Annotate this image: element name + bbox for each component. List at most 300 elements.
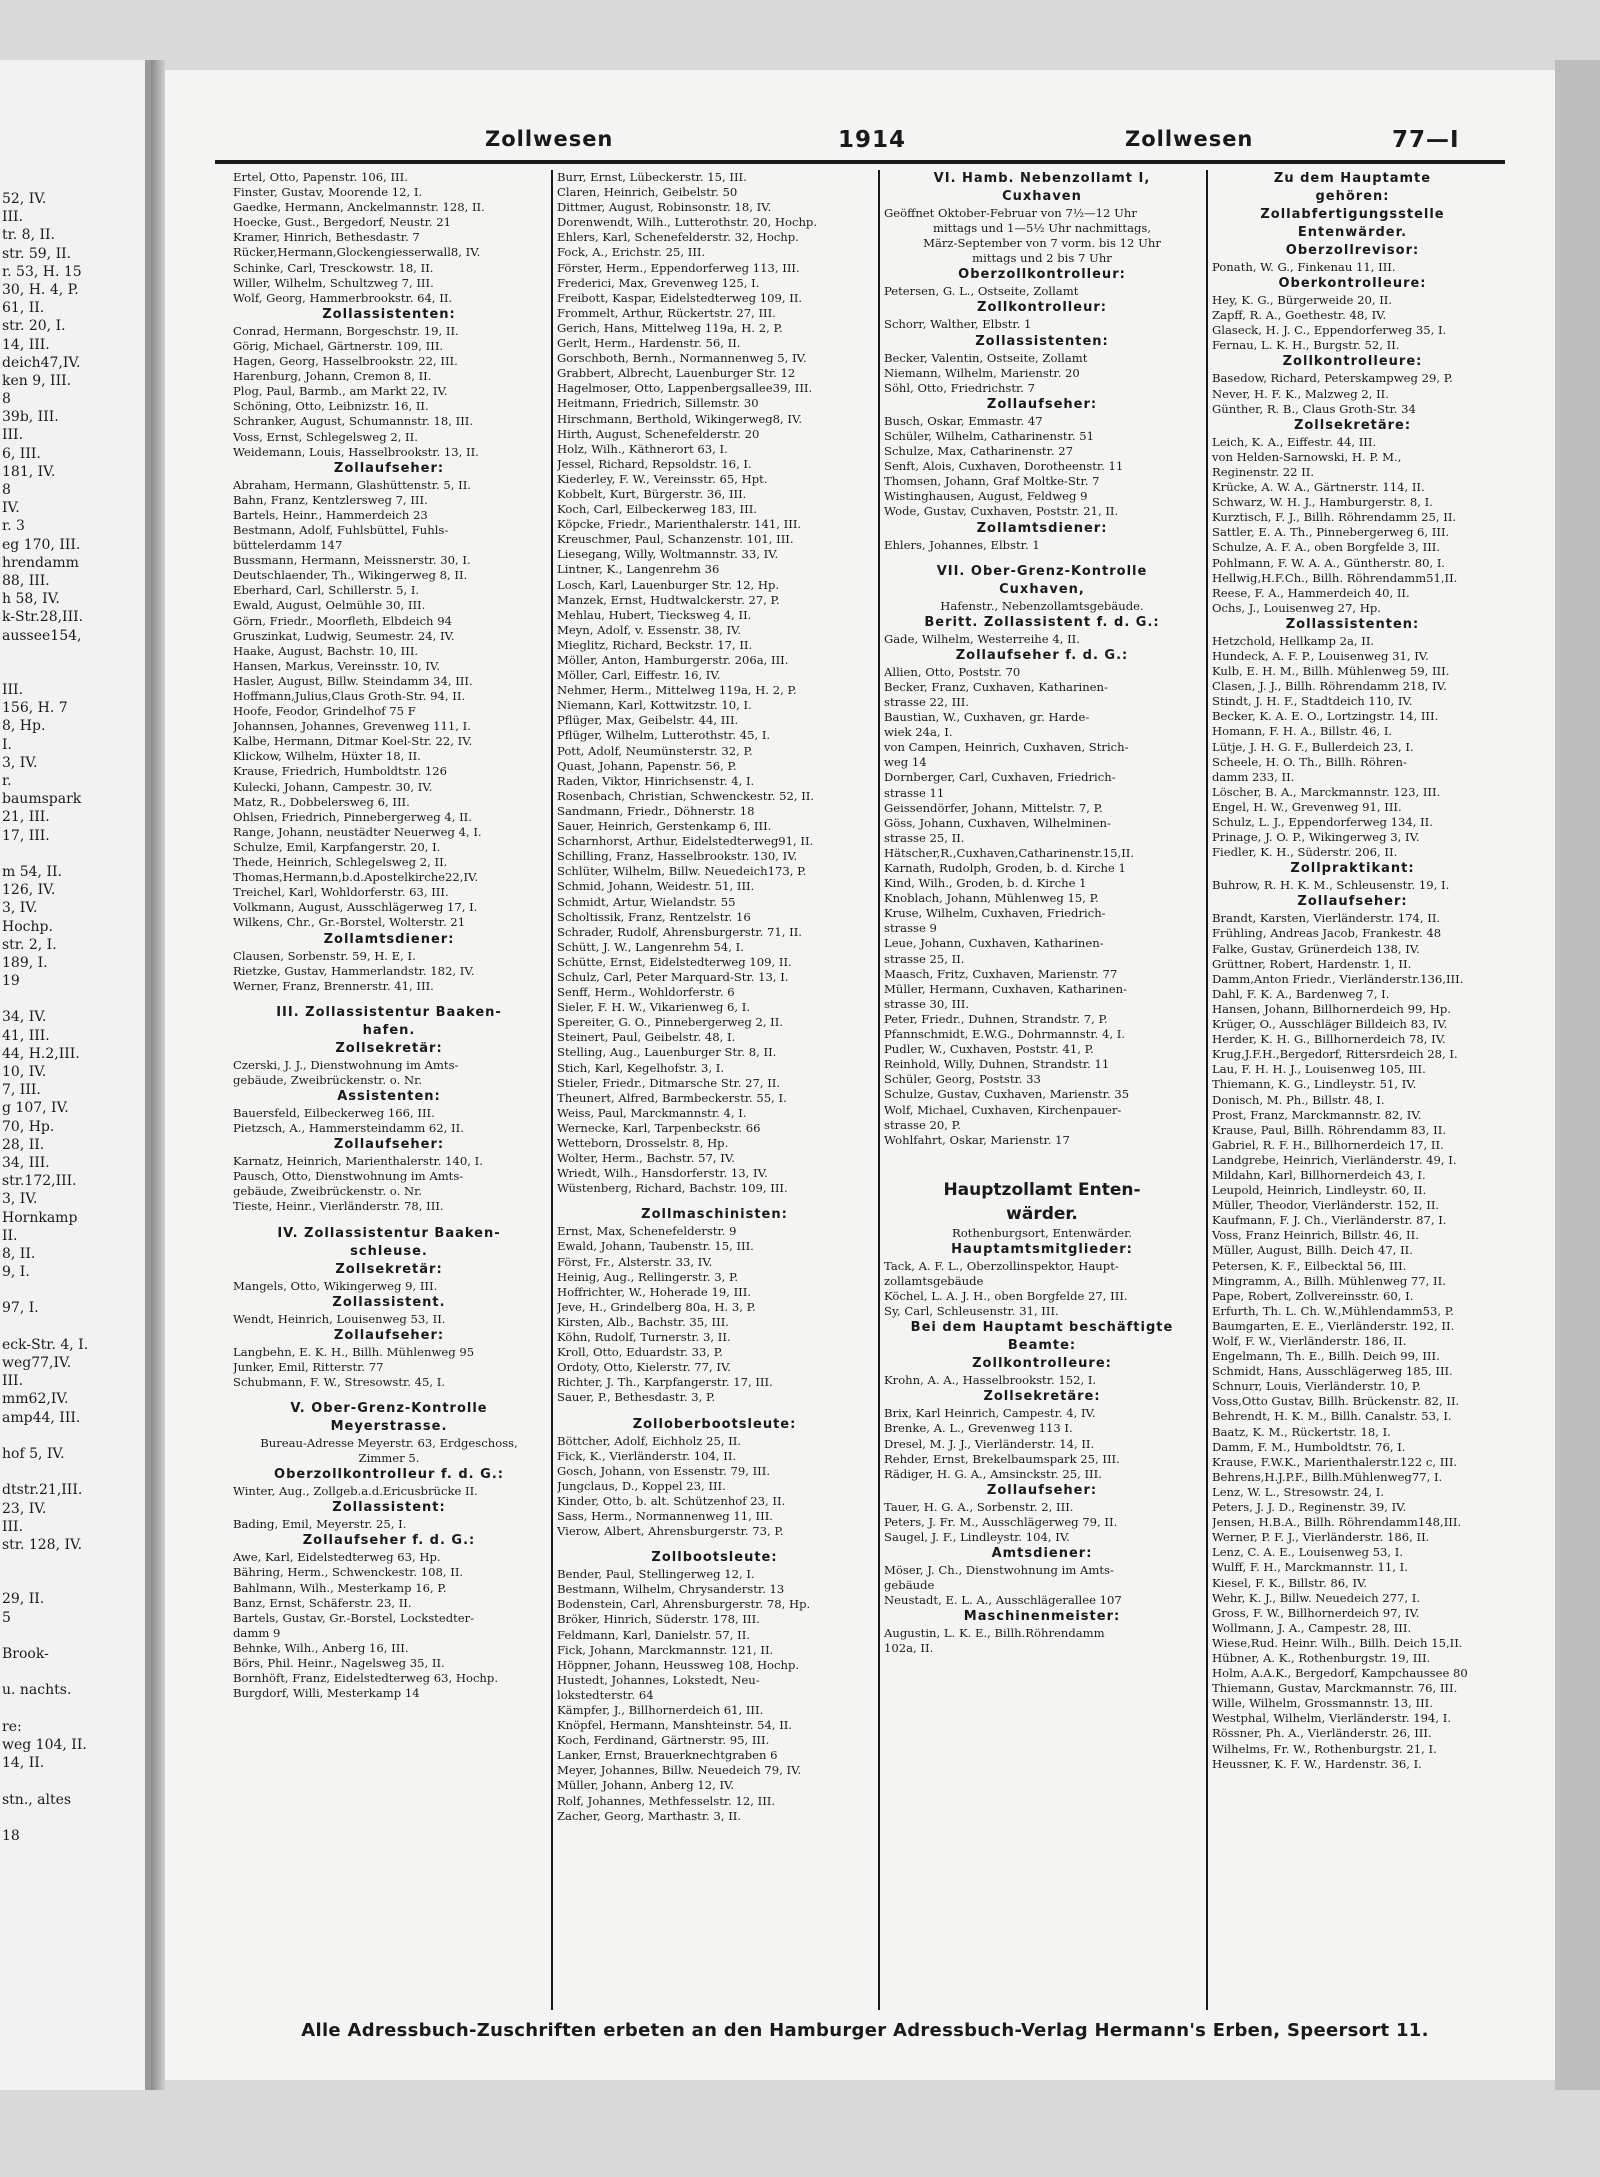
directory-entry: Sass, Herm., Normannenweg 11, III. [557, 1508, 773, 1523]
fragment-line: III. [2, 427, 24, 444]
directory-entry: Dahl, F. K. A., Bardenweg 7, I. [1212, 986, 1390, 1001]
directory-entry: Werner, P. F. J., Vierländerstr. 186, II. [1212, 1530, 1430, 1545]
directory-entry: Stieler, Friedr., Ditmarsche Str. 27, II. [557, 1075, 781, 1090]
directory-entry: strasse 22, III. [884, 694, 970, 709]
page-number: 77—I [1392, 127, 1460, 153]
directory-entry: Kalbe, Hermann, Ditmar Koel-Str. 22, IV. [233, 734, 473, 749]
directory-entry: Tauer, H. G. A., Sorbenstr. 2, III. [884, 1499, 1074, 1514]
spacer [557, 1196, 872, 1206]
directory-entry: Bahlmann, Wilh., Mesterkamp 16, P. [233, 1580, 447, 1595]
directory-entry: Grüttner, Robert, Hardenstr. 1, II. [1212, 956, 1412, 971]
fragment-line: 21, III. [2, 809, 50, 826]
fragment-line: 7, III. [2, 1082, 41, 1099]
fragment-line: 10, IV. [2, 1064, 47, 1080]
directory-entry: Lenz, C. A. E., Louisenweg 53, I. [1212, 1545, 1404, 1560]
directory-entry: Karnatz, Heinrich, Marienthalerstr. 140, I. [233, 1154, 483, 1169]
fragment-line [2, 1318, 145, 1336]
header-right-title: Zollwesen [1125, 127, 1254, 151]
fragment-line: re: [2, 1718, 22, 1735]
section-heading: Zollpraktikant: [1290, 861, 1415, 877]
directory-entry: Bartels, Heinr., Hammerdeich 23 [233, 507, 428, 522]
directory-entry: von Helden-Sarnowski, H. P. M., [1212, 449, 1402, 464]
directory-entry: Behrens,H.J.P.F., Billh.Mühlenweg77, I. [1212, 1469, 1443, 1484]
directory-entry: Sauer, Heinrich, Gerstenkamp 6, III. [557, 819, 772, 834]
directory-entry: Bestmann, Wilhelm, Chrysanderstr. 13 [557, 1582, 785, 1597]
fragment-line: m 54, II. [2, 863, 62, 880]
directory-entry: Leupold, Heinrich, Lindleystr. 60, II. [1212, 1183, 1427, 1198]
fragment-line: 52, IV. [2, 191, 47, 207]
directory-entry: Brenke, A. L., Grevenweg 113 I. [884, 1421, 1073, 1436]
fragment-line: 14, III. [2, 336, 50, 353]
fragment-line: 3, IV. [2, 1191, 38, 1208]
section-heading: Zollamtsdiener: [323, 931, 455, 947]
section-heading: Zollsekretäre: [983, 1389, 1101, 1405]
section-heading: Zu dem Hauptamte [1273, 171, 1432, 186]
directory-entry: Mildahn, Karl, Billhornerdeich 43, I. [1212, 1167, 1426, 1182]
fragment-line: 8 [2, 391, 11, 408]
section-heading: Zollaufseher: [333, 1137, 445, 1153]
directory-entry: Treichel, Karl, Wohldorferstr. 63, III. [233, 885, 449, 900]
section-heading: Cuxhaven, [999, 581, 1085, 597]
fragment-line: 70, Hp. [2, 1118, 55, 1135]
fragment-line: k-Str.28,III. [2, 609, 84, 626]
section-heading: Zollkontrolleure: [1282, 354, 1423, 370]
directory-entry: Bartels, Gustav, Gr.-Borstel, Lockstedter- [233, 1610, 475, 1625]
directory-entry: Engelmann, Th. E., Billh. Deich 99, III. [1212, 1349, 1440, 1364]
directory-entry: Leich, K. A., Eiffestr. 44, III. [1212, 434, 1377, 449]
directory-entry: Sieler, F. H. W., Vikarienweg 6, I. [557, 1000, 751, 1015]
directory-entry: gebäude, Zweibrückenstr. o. Nr. [233, 1072, 423, 1087]
directory-entry: Allien, Otto, Poststr. 70 [884, 664, 1021, 679]
fragment-line: r. [2, 773, 12, 789]
directory-entry: Petersen, K. F., Eilbecktal 56, III. [1212, 1258, 1407, 1273]
section-heading: Amtsdiener: [991, 1546, 1093, 1562]
directory-entry: Hoffrichter, W., Hoherade 19, III. [557, 1284, 752, 1299]
directory-entry: Pfannschmidt, E.W.G., Dohrmannstr. 4, I. [884, 1027, 1126, 1042]
directory-entry: Schmidt, Hans, Ausschlägerweg 185, III. [1212, 1364, 1453, 1379]
section-heading: Zollaufseher f. d. G.: [955, 647, 1129, 663]
directory-entry: Senft, Alois, Cuxhaven, Dorotheenstr. 11 [884, 459, 1124, 474]
directory-entry: zollamtsgebäude [884, 1273, 984, 1288]
directory-entry: Göss, Johann, Cuxhaven, Wilhelminen- [884, 815, 1111, 830]
fragment-line: deich47,IV. [2, 354, 81, 371]
directory-entry: Kulecki, Johann, Campestr. 30, IV. [233, 779, 433, 794]
directory-entry: Bussmann, Hermann, Meissnerstr. 30, I. [233, 553, 471, 568]
directory-entry: Ernst, Max, Schenefelderstr. 9 [557, 1224, 737, 1239]
fragment-line: 19 [2, 973, 20, 990]
directory-entry: Köchel, L. A. J. H., oben Borgfelde 27, III. [884, 1289, 1128, 1304]
directory-entry: Möller, Anton, Hamburgerstr. 206a, III. [557, 653, 789, 667]
directory-entry: Schnurr, Louis, Vierländerstr. 10, P. [1212, 1379, 1421, 1394]
directory-entry: weg 14 [884, 755, 927, 770]
fragment-line: 156, H. 7 [2, 700, 68, 717]
directory-entry: Niemann, Karl, Kottwitzstr. 10, I. [557, 698, 752, 713]
fragment-line: 181, IV. [2, 463, 56, 480]
directory-entry: Prost, Franz, Marckmannstr. 82, IV. [1212, 1107, 1422, 1122]
directory-entry: Weiss, Paul, Marckmannstr. 4, I. [557, 1105, 747, 1120]
section-heading: Zollamtsdiener: [976, 520, 1108, 536]
directory-entry: Koch, Ferdinand, Gärtnerstr. 95, III. [557, 1733, 770, 1748]
directory-entry: Fick, Johann, Marckmannstr. 121, II. [557, 1642, 774, 1657]
directory-entry: Schulze, Emil, Karpfangerstr. 20, I. [233, 839, 441, 854]
fragment-line: dtstr.21,III. [2, 1482, 83, 1499]
directory-entry: Jeve, H., Grindelberg 80a, H. 3, P. [557, 1299, 756, 1314]
directory-entry: Kiesel, F. K., Billstr. 86, IV. [1212, 1575, 1368, 1590]
directory-entry: Vierow, Albert, Ahrensburgerstr. 73, P. [557, 1524, 784, 1539]
directory-entry: Baumgarten, E. E., Vierländerstr. 192, II. [1212, 1318, 1455, 1333]
section-heading: Zollaufseher: [1297, 894, 1408, 910]
directory-entry: Sattler, E. A. Th., Pinnebergerweg 6, III. [1212, 525, 1450, 540]
directory-entry: Schubmann, F. W., Stresowstr. 45, I. [233, 1374, 446, 1389]
directory-entry: Wendt, Heinrich, Louisenweg 53, II. [233, 1311, 446, 1326]
spacer [884, 553, 1200, 563]
directory-entry: Köpcke, Friedr., Marienthalerstr. 141, III. [557, 517, 802, 532]
directory-entry: Rehder, Ernst, Brekelbaumspark 25, III. [884, 1451, 1120, 1466]
directory-entry: Hustedt, Johannes, Lokstedt, Neu- [557, 1672, 760, 1687]
directory-entry: Löscher, B. A., Marckmannstr. 123, III. [1212, 784, 1441, 799]
directory-entry: Clasen, J. J., Billh. Röhrendamm 218, IV. [1212, 679, 1447, 694]
directory-entry: Krohn, A. A., Hasselbrookstr. 152, I. [884, 1373, 1097, 1388]
directory-entry: Hansen, Johann, Billhornerdeich 99, Hp. [1212, 1001, 1451, 1016]
directory-entry: Bading, Emil, Meyerstr. 25, I. [233, 1517, 407, 1532]
directory-entry: Müller, Theodor, Vierländerstr. 152, II. [1212, 1198, 1440, 1213]
fragment-line: 8, Hp. [2, 718, 46, 735]
directory-entry: Scheele, H. O. Th., Billh. Röhren- [1212, 754, 1407, 769]
directory-entry: Wolf, Michael, Cuxhaven, Kirchenpauer- [884, 1102, 1122, 1117]
fragment-line [2, 990, 145, 1008]
directory-entry: Hoffmann,Julius,Claus Groth-Str. 94, II. [233, 689, 466, 703]
fragment-line: 30, H. 4, P. [2, 281, 79, 298]
directory-entry: Gabriel, R. F. H., Billhornerdeich 17, II. [1212, 1137, 1444, 1152]
section-heading: III. Zollassistentur Baaken- [276, 1004, 502, 1020]
directory-entry: Saugel, J. F., Lindleystr. 104, IV. [884, 1530, 1070, 1544]
directory-entry: Nehmer, Herm., Mittelweg 119a, H. 2, P. [557, 683, 797, 698]
office-note: Hafenstr., Nebenzollamtsgebäude. [940, 598, 1144, 613]
directory-entry: Grabbert, Albrecht, Lauenburger Str. 12 [557, 366, 796, 381]
section-heading: Oberzollkontrolleur: [958, 267, 1126, 283]
directory-entry: Raden, Viktor, Hinrichsenstr. 4, I. [557, 773, 755, 788]
fragment-line: tr. 8, II. [2, 227, 55, 244]
fragment-line: str.172,III. [2, 1173, 77, 1190]
office-note: März-September von 7 vorm. bis 12 Uhr [923, 236, 1161, 251]
fragment-line: weg77,IV. [2, 1355, 72, 1371]
directory-entry: Kruse, Wilhelm, Cuxhaven, Friedrich- [884, 906, 1106, 921]
directory-entry: Voss, Franz Heinrich, Billstr. 46, II. [1212, 1228, 1419, 1243]
directory-entry: Volkmann, August, Ausschlägerweg 17, I. [233, 900, 478, 915]
directory-entry: 102a, II. [884, 1641, 934, 1656]
fragment-line: stn., altes [2, 1791, 72, 1808]
section-heading: Oberkontrolleure: [1278, 276, 1427, 292]
fragment-line: u. nachts. [2, 1682, 72, 1699]
directory-entry: Petersen, G. L., Ostseite, Zollamt [884, 284, 1079, 299]
section-heading: Zollaufseher: [986, 396, 1098, 412]
directory-entry: Lenz, W. L., Stresowstr. 24, I. [1212, 1484, 1385, 1499]
directory-entry: Geöffnet Oktober-Februar von 7½—12 Uhr [884, 206, 1137, 220]
directory-entry: Hasler, August, Billw. Steindamm 34, III. [233, 673, 473, 688]
directory-entry: Thiemann, Gustav, Marckmannstr. 76, III. [1212, 1681, 1458, 1696]
directory-entry: Winter, Aug., Zollgeb.a.d.Ericusbrücke II. [233, 1484, 478, 1499]
directory-entry: Schulz, L. J., Eppendorferweg 134, II. [1212, 815, 1433, 829]
directory-entry: strasse 9 [884, 921, 937, 936]
directory-entry: Wiese,Rud. Heinr. Wilh., Billh. Deich 15,II. [1212, 1635, 1463, 1650]
directory-entry: Möser, J. Ch., Dienstwohnung im Amts- [884, 1563, 1114, 1578]
directory-entry: Mangels, Otto, Wikingerweg 9, III. [233, 1278, 438, 1293]
directory-entry: Czerski, J. J., Dienstwohnung im Amts- [233, 1057, 459, 1072]
directory-entry: Neustadt, E. L. A., Ausschlägerallee 107 [884, 1593, 1122, 1608]
section-heading: VI. Hamb. Nebenzollamt I, [933, 171, 1151, 186]
directory-entry: Dresel, M. J. J., Vierländerstr. 14, II. [884, 1436, 1095, 1451]
directory-entry: Bender, Paul, Stellingerweg 12, I. [557, 1567, 755, 1582]
fragment-line: 17, III. [2, 827, 50, 844]
directory-entry: Pudler, W., Cuxhaven, Poststr. 41, P. [884, 1042, 1094, 1057]
directory-entry: Wollmann, J. A., Campestr. 28, III. [1212, 1620, 1412, 1635]
directory-entry: Krause, Paul, Billh. Röhrendamm 83, II. [1212, 1122, 1447, 1137]
directory-entry: Thomas,Hermann,b.d.Apostelkirche22,IV. [233, 870, 479, 885]
directory-entry: Thede, Heinrich, Schlegelsweg 2, II. [233, 855, 448, 870]
directory-page [165, 70, 1555, 2080]
directory-entry: Wolter, Herm., Bachstr. 57, IV. [557, 1151, 735, 1166]
directory-entry: Gruszinkat, Ludwig, Seumestr. 24, IV. [233, 628, 455, 643]
directory-entry: Steinert, Paul, Geibelstr. 48, I. [557, 1030, 736, 1045]
section-heading: Beamte: [1007, 1338, 1077, 1354]
fragment-line: weg 104, II. [2, 1736, 87, 1753]
directory-entry: Höppner, Johann, Heussweg 108, Hochp. [557, 1657, 800, 1672]
directory-entry: Wriedt, Wilh., Hansdorferstr. 13, IV. [557, 1166, 768, 1181]
directory-entry: Schulz, Carl, Peter Marquard-Str. 13, I. [557, 969, 789, 984]
directory-entry: Junker, Emil, Ritterstr. 77 [233, 1359, 384, 1374]
directory-entry: Gerlt, Herm., Hardenstr. 56, II. [557, 336, 741, 351]
directory-entry: Karnath, Rudolph, Groden, b. d. Kirche 1 [884, 861, 1126, 875]
spacer [233, 1215, 545, 1225]
fragment-line: hof 5, IV. [2, 1445, 65, 1462]
fragment-line: 88, III. [2, 572, 50, 589]
fragment-line: 14, II. [2, 1755, 45, 1772]
directory-entry: Fernau, L. K. H., Burgstr. 52, II. [1212, 338, 1400, 353]
fragment-line: str. 128, IV. [2, 1536, 83, 1553]
fragment-line: Hornkamp [2, 1209, 78, 1226]
directory-entry: Manzek, Ernst, Hudtwalckerstr. 27, P. [557, 592, 780, 607]
directory-entry: Kämpfer, J., Billhornerdeich 61, III. [557, 1703, 764, 1717]
section-heading: schleuse. [350, 1243, 428, 1259]
directory-entry: Peters, J. Fr. M., Ausschlägerweg 79, II. [884, 1514, 1118, 1529]
directory-entry: Möller, Carl, Eiffestr. 16, IV. [557, 668, 721, 683]
fragment-line [2, 1772, 145, 1790]
directory-entry: Stindt, J. H. F., Stadtdeich 110, IV. [1212, 694, 1413, 709]
directory-entry: Prinage, J. O. P., Wikingerweg 3, IV. [1212, 830, 1420, 845]
directory-entry: Heinig, Aug., Rellingerstr. 3, P. [557, 1269, 739, 1284]
directory-entry: Mingramm, A., Billh. Mühlenweg 77, II. [1212, 1273, 1446, 1288]
directory-entry: Scholtissik, Franz, Rentzelstr. 16 [557, 909, 751, 924]
directory-entry: strasse 20, P. [884, 1117, 961, 1132]
fragment-line: 6, III. [2, 445, 41, 462]
directory-entry: Kurztisch, F. J., Billh. Röhrendamm 25, II. [1212, 510, 1457, 525]
fragment-line [2, 645, 145, 663]
directory-entry: Hirschmann, Berthold, Wikingerweg8, IV. [557, 411, 803, 426]
directory-entry: Dittmer, August, Robinsonstr. 18, IV. [557, 200, 772, 215]
directory-entry: Rolf, Johannes, Methfesselstr. 12, III. [557, 1793, 776, 1808]
directory-entry: Müller, Johann, Anberg 12, IV. [557, 1778, 735, 1793]
spacer [233, 1390, 545, 1400]
directory-entry: Hellwig,H.F.Ch., Billh. Röhrendamm51,II. [1212, 570, 1458, 585]
page-header [165, 115, 1490, 159]
directory-entry: Lanker, Ernst, Brauerknechtgraben 6 [557, 1748, 778, 1763]
directory-entry: Behnke, Wilh., Anberg 16, III. [233, 1640, 409, 1655]
section-heading: Maschinenmeister: [963, 1609, 1121, 1625]
directory-entry: Börs, Phil. Heinr., Nagelsweg 35, II. [233, 1656, 445, 1671]
section-heading: Zollassistenten: [322, 306, 456, 322]
directory-entry: Bauersfeld, Eilbeckerweg 166, III. [233, 1105, 435, 1120]
fragment-line: 34, III. [2, 1154, 50, 1171]
column-2 [557, 170, 872, 2010]
office-note: Zimmer 5. [358, 1451, 420, 1466]
directory-entry: Wilkens, Chr., Gr.-Borstel, Wolterstr. 21 [233, 915, 466, 930]
directory-entry: Becker, K. A. E. O., Lortzingstr. 14, III. [1212, 709, 1439, 724]
fragment-line: 28, II. [2, 1136, 45, 1153]
section-heading: Zollaufseher f. d. G.: [302, 1533, 476, 1549]
section-heading: Zollsekretäre: [1293, 417, 1412, 433]
fragment-line: str. 2, I. [2, 936, 57, 953]
directory-entry: Görig, Michael, Gärtnerstr. 109, III. [233, 338, 444, 353]
directory-entry: Sandmann, Friedr., Döhnerstr. 18 [557, 803, 755, 818]
section-heading: Zollassistenten: [975, 333, 1109, 349]
directory-entry: Schmid, Johann, Weidestr. 51, III. [557, 879, 755, 894]
directory-entry: Hagelmoser, Otto, Lappenbergsallee39, III. [557, 381, 813, 396]
fragment-line [2, 1281, 145, 1299]
fragment-line [2, 1663, 145, 1681]
directory-entry: Bahn, Franz, Kentzlersweg 7, III. [233, 492, 428, 507]
directory-entry: Lintner, K., Langenrehm 36 [557, 562, 720, 577]
fragment-line: Hochp. [2, 918, 53, 935]
office-heading: Hauptzollamt Enten- [943, 1179, 1141, 1200]
directory-entry: Engel, H. W., Grevenweg 91, III. [1212, 799, 1402, 814]
section-heading: Zollsekretär: [335, 1261, 443, 1277]
fragment-line: 18 [2, 1827, 20, 1844]
directory-entry: Homann, F. H. A., Billstr. 46, I. [1212, 724, 1393, 739]
book-gutter [151, 60, 165, 2090]
directory-entry: Bröker, Hinrich, Süderstr. 178, III. [557, 1612, 760, 1627]
office-note: mittags und 2 bis 7 Uhr [972, 251, 1112, 266]
directory-entry: Brandt, Karsten, Vierländerstr. 174, II. [1212, 911, 1441, 926]
fragment-line: 8, II. [2, 1245, 36, 1262]
directory-entry: Wehr, K. J., Billw. Neuedeich 277, I. [1212, 1590, 1421, 1605]
directory-entry: Kiederley, F. W., Vereinsstr. 65, Hpt. [557, 471, 768, 486]
directory-entry: Pape, Robert, Zollvereinsstr. 60, I. [1212, 1288, 1414, 1303]
directory-entry: Rosenbach, Christian, Schwenckestr. 52, II. [557, 788, 815, 803]
directory-entry: Klickow, Wilhelm, Hüxter 18, II. [233, 749, 421, 764]
directory-entry: Geissendörfer, Johann, Mittelstr. 7, P. [884, 800, 1103, 815]
directory-entry: Freibott, Kaspar, Eidelstedterweg 109, II. [557, 290, 803, 305]
directory-entry: Förster, Herm., Eppendorferweg 113, III. [557, 260, 800, 275]
section-heading: V. Ober-Grenz-Kontrolle [290, 1401, 488, 1416]
directory-entry: Willer, Wilhelm, Schultzweg 7, III. [233, 275, 434, 290]
directory-entry: damm 9 [233, 1625, 281, 1640]
fragment-line [2, 845, 145, 863]
directory-entry: Knoblach, Johann, Mühlenweg 15, P. [884, 891, 1099, 906]
directory-entry: Wolf, F. W., Vierländerstr. 186, II. [1212, 1334, 1407, 1348]
directory-entry: Pausch, Otto, Dienstwohnung im Amts- [233, 1169, 464, 1184]
directory-entry: Bodenstein, Carl, Ahrensburgerstr. 78, Hp. [557, 1597, 811, 1612]
fragment-line: 41, III. [2, 1027, 50, 1044]
directory-entry: Hoofe, Feodor, Grindelhof 75 F [233, 704, 416, 719]
page-footer: Alle Adressbuch-Zuschriften erbeten an den Hamburger Adressbuch-Verlag Hermann's Erben, Speersort 11. [301, 2020, 1429, 2041]
directory-entry: Pietzsch, A., Hammersteindamm 62, II. [233, 1121, 464, 1136]
directory-entry: Wode, Gustav, Cuxhaven, Poststr. 21, II. [884, 504, 1119, 519]
directory-entry: strasse 30, III. [884, 996, 970, 1011]
directory-entry: Schulze, Max, Catharinenstr. 27 [884, 444, 1073, 459]
section-heading: gehören: [1315, 189, 1390, 204]
directory-entry: Spereiter, G. O., Pinnebergerweg 2, II. [557, 1015, 784, 1030]
directory-entry: Frederici, Max, Grevenweg 125, I. [557, 275, 760, 290]
directory-entry: Knöpfel, Hermann, Manshteinstr. 54, II. [557, 1718, 793, 1733]
directory-entry: Abraham, Hermann, Glashüttenstr. 5, II. [233, 477, 471, 492]
directory-entry: Krüger, O., Ausschläger Billdeich 83, IV. [1212, 1017, 1448, 1032]
directory-entry: Conrad, Hermann, Borgeschstr. 19, II. [233, 323, 459, 338]
directory-entry: Ewald, Johann, Taubenstr. 15, III. [557, 1239, 754, 1254]
fragment-line: eck-Str. 4, I. [2, 1336, 89, 1353]
directory-entry: Never, H. F. K., Malzweg 2, II. [1212, 386, 1389, 401]
directory-entry: Becker, Franz, Cuxhaven, Katharinen- [884, 679, 1108, 694]
directory-entry: Burr, Ernst, Lübeckerstr. 15, III. [557, 170, 747, 184]
spacer [884, 1148, 1200, 1158]
directory-entry: Meyn, Adolf, v. Essenstr. 38, IV. [557, 622, 742, 637]
fragment-line: III. [2, 1373, 24, 1390]
directory-entry: Hirth, August, Schenefelderstr. 20 [557, 426, 760, 441]
fragment-line: 9, I. [2, 1264, 30, 1281]
directory-entry: Kroll, Otto, Eduardstr. 33, P. [557, 1345, 723, 1360]
section-heading: Zollabfertigungsstelle [1260, 207, 1445, 222]
directory-entry: strasse 25, II. [884, 951, 965, 966]
directory-entry: Richter, J. Th., Karpfangerstr. 17, III. [557, 1375, 773, 1390]
directory-entry: Ponath, W. G., Finkenau 11, III. [1212, 260, 1396, 274]
section-heading: Zollbootsleute: [651, 1550, 778, 1566]
office-note: Rothenburgsort, Entenwärder. [951, 1225, 1133, 1240]
directory-entry: Pohlmann, F. W. A. A., Güntherstr. 80, I. [1212, 555, 1446, 570]
section-heading: Zollaufseher: [333, 1327, 445, 1343]
directory-entry: Reinhold, Willy, Duhnen, Strandstr. 11 [884, 1057, 1110, 1072]
directory-entry: Leue, Johann, Cuxhaven, Katharinen- [884, 936, 1104, 951]
directory-entry: Niemann, Wilhelm, Marienstr. 20 [884, 365, 1080, 380]
directory-entry: Schütte, Ernst, Eidelstedterweg 109, II. [557, 954, 792, 969]
directory-entry: Basedow, Richard, Peterskampweg 29, P. [1212, 371, 1453, 386]
directory-entry: Stelling, Aug., Lauenburger Str. 8, II. [557, 1045, 777, 1060]
directory-entry: Görn, Friedr., Moorfleth, Elbdeich 94 [233, 613, 452, 628]
directory-entry: büttelerdamm 147 [233, 538, 343, 553]
directory-entry: Hätscher,R.,Cuxhaven,Catharinenstr.15,II. [884, 845, 1135, 860]
directory-entry: Maasch, Fritz, Cuxhaven, Marienstr. 77 [884, 966, 1118, 981]
directory-entry: Hansen, Markus, Vereinsstr. 10, IV. [233, 658, 440, 673]
fragment-line: 126, IV. [2, 882, 56, 899]
directory-entry: Schmidt, Artur, Wielandstr. 55 [557, 894, 736, 909]
directory-entry: Gerich, Hans, Mittelweg 119a, H. 2, P. [557, 320, 783, 335]
directory-entry: Bestmann, Adolf, Fuhlsbüttel, Fuhls- [233, 522, 449, 537]
directory-entry: Awe, Karl, Eidelstedterweg 63, Hp. [233, 1550, 441, 1565]
directory-entry: Schüler, Georg, Poststr. 33 [884, 1072, 1041, 1087]
fragment-line: 44, H.2,III. [2, 1045, 80, 1062]
fragment-line: g 107, IV. [2, 1100, 69, 1117]
fragment-line: 29, II. [2, 1591, 45, 1608]
directory-entry: Reese, F. A., Hammerdeich 40, II. [1212, 585, 1410, 600]
fragment-line: III. [2, 1518, 24, 1535]
directory-entry: Banz, Ernst, Schäferstr. 23, II. [233, 1595, 412, 1610]
spacer [557, 1539, 872, 1549]
directory-entry: Kulb, E. H. M., Billh. Mühlenweg 59, III. [1212, 664, 1450, 679]
fragment-line: II. [2, 1227, 18, 1244]
directory-entry: Wilhelms, Fr. W., Rothenburgstr. 21, I. [1212, 1741, 1437, 1756]
directory-entry: Voss, Ernst, Schlegelsweg 2, II. [233, 429, 418, 444]
directory-entry: Schulze, A. F. A., oben Borgfelde 3, III. [1212, 540, 1441, 555]
fragment-line: r. 3 [2, 518, 25, 535]
directory-entry: Dorenwendt, Wilh., Lutterothstr. 20, Hochp. [557, 215, 818, 230]
